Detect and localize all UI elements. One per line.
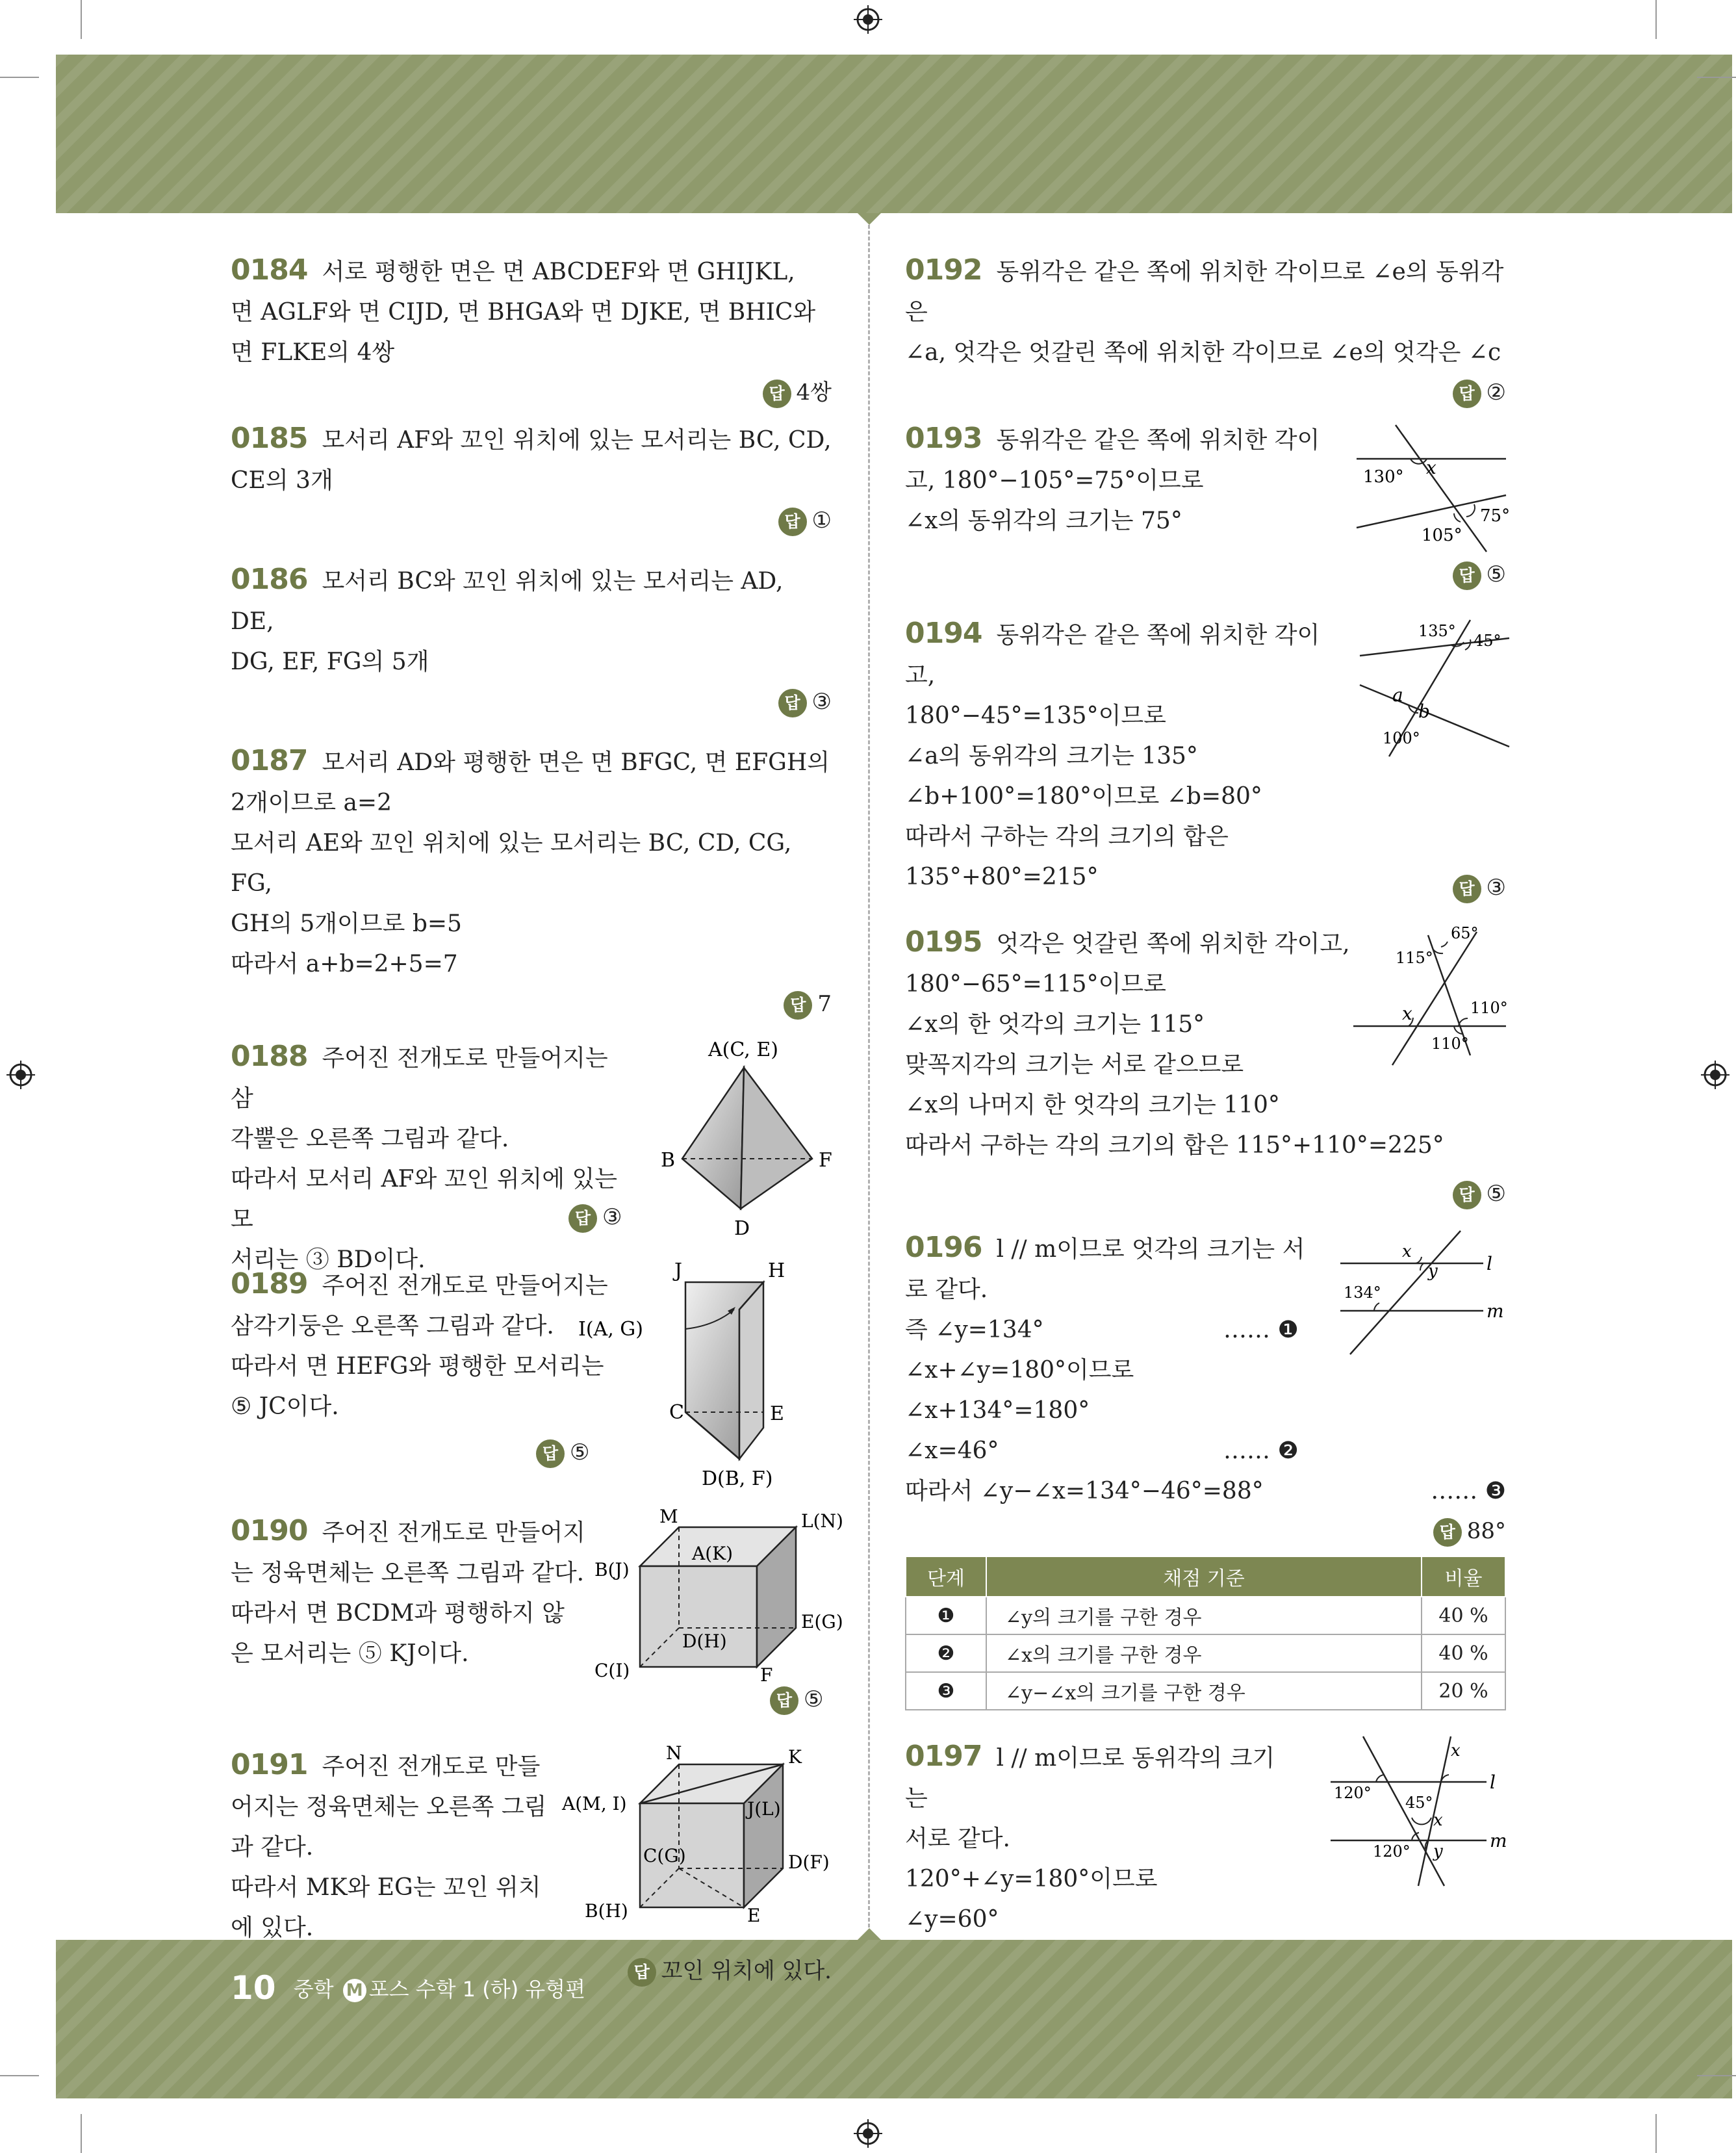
angle-label: x bbox=[1451, 1741, 1461, 1760]
problem-line: 2개이므로 a=2 bbox=[231, 790, 392, 816]
problem-line: 135°+80°=215° bbox=[905, 864, 1099, 890]
angle-label: y bbox=[1428, 1261, 1438, 1281]
problem-0186 bbox=[231, 560, 832, 721]
parallel-lines-figure bbox=[1347, 916, 1506, 1065]
table-cell: ❶ bbox=[906, 1597, 986, 1634]
vertex-label: A(K) bbox=[692, 1543, 733, 1564]
problem-0196 bbox=[905, 1228, 1506, 1551]
registration-mark-icon bbox=[6, 1061, 35, 1089]
table-cell: ∠x의 크기를 구한 경우 bbox=[986, 1634, 1422, 1672]
angle-label: 115° bbox=[1396, 949, 1433, 967]
angle-label: x bbox=[1402, 1242, 1412, 1261]
answer: 답 ③ bbox=[231, 682, 832, 721]
problem-line: 따라서 ∠y−∠x=134°−46°=88° …… ❸ bbox=[905, 1471, 1506, 1512]
table-cell: ∠y의 크기를 구한 경우 bbox=[986, 1597, 1422, 1634]
problem-line: 따라서 구하는 각의 크기의 합은 bbox=[905, 823, 1229, 850]
problem-0192 bbox=[905, 250, 1506, 412]
problem-number: 0189 bbox=[231, 1267, 308, 1300]
answer-badge: 답 bbox=[568, 1204, 597, 1233]
vertex-label: H bbox=[768, 1259, 785, 1282]
problem-line: 0185 모서리 AF와 꼬인 위치에 있는 모서리는 BC, CD, bbox=[231, 422, 832, 455]
vertex-label: B(H) bbox=[585, 1900, 628, 1922]
problem-line: 따라서 면 HEFG와 평행한 모서리는 bbox=[231, 1353, 604, 1380]
problem-number: 0193 bbox=[905, 422, 982, 455]
crop-mark bbox=[1655, 0, 1657, 39]
vertex-label: C bbox=[669, 1401, 684, 1424]
problem-number: 0190 bbox=[231, 1514, 308, 1547]
vertex-label: B bbox=[661, 1149, 676, 1172]
crop-mark bbox=[81, 2114, 82, 2153]
problem-number: 0191 bbox=[231, 1748, 308, 1781]
vertex-label: N bbox=[666, 1742, 682, 1764]
answer-badge: 답 bbox=[778, 689, 807, 717]
answer: 답 4쌍 bbox=[231, 373, 832, 412]
angle-label: 65° bbox=[1451, 924, 1479, 942]
problem-number: 0194 bbox=[905, 617, 982, 650]
problem-line: 0190 주어진 전개도로 만들어지 bbox=[231, 1514, 585, 1547]
parallel-lines-figure bbox=[1324, 1727, 1506, 1896]
column-header: 비율 bbox=[1422, 1556, 1505, 1597]
table-row bbox=[906, 1597, 1505, 1634]
scoring-table bbox=[905, 1556, 1506, 1710]
problem-line: 0196 l // m이므로 엇각의 크기는 서 bbox=[905, 1231, 1305, 1264]
problem-line: 는 정육면체는 오른쪽 그림과 같다. bbox=[231, 1560, 585, 1586]
problem-line: 180°−45°=135°이므로 bbox=[905, 703, 1166, 729]
problem-line: 0192 동위각은 같은 쪽에 위치한 각이므로 ∠e의 동위각은 bbox=[905, 253, 1504, 326]
problem-line: 0193 동위각은 같은 쪽에 위치한 각이 bbox=[905, 422, 1320, 455]
vertex-label: F bbox=[819, 1149, 832, 1172]
problem-line: 0186 모서리 BC와 꼬인 위치에 있는 모서리는 AD, DE, bbox=[231, 563, 784, 635]
answer-badge: 답 bbox=[628, 1958, 656, 1987]
vertex-label: I(A, G) bbox=[578, 1318, 643, 1341]
cube-figure bbox=[562, 1742, 830, 1933]
table-row bbox=[906, 1672, 1505, 1710]
step-marker: …… ❸ bbox=[1431, 1478, 1506, 1504]
table-cell: 20 % bbox=[1422, 1672, 1505, 1710]
problem-line: 따라서 모서리 AF와 꼬인 위치에 있는 모 bbox=[231, 1166, 618, 1233]
line-label: m bbox=[1487, 1300, 1504, 1322]
answer: 답 ③ bbox=[1453, 868, 1506, 907]
problem-0197 bbox=[905, 1736, 1507, 1933]
problem-line: 에 있다. bbox=[231, 1914, 314, 1941]
left-column bbox=[231, 250, 843, 1992]
problem-number: 0185 bbox=[231, 422, 308, 455]
problem-line: 고, 180°−105°=75°이므로 bbox=[905, 467, 1204, 494]
problem-0191 bbox=[231, 1742, 832, 1992]
line-label: m bbox=[1490, 1830, 1507, 1851]
table-header-row bbox=[906, 1556, 1505, 1597]
angle-label: y bbox=[1433, 1842, 1443, 1861]
answer-badge: 답 bbox=[536, 1439, 565, 1468]
table-cell: 40 % bbox=[1422, 1597, 1505, 1634]
crop-mark bbox=[81, 0, 82, 39]
problem-0190 bbox=[231, 1506, 843, 1732]
problem-line: ∠b+100°=180°이므로 ∠b=80° bbox=[905, 783, 1262, 810]
registration-mark-icon bbox=[854, 2119, 882, 2148]
vertex-label: E(G) bbox=[801, 1611, 843, 1632]
crop-mark bbox=[1655, 2114, 1657, 2153]
problem-line: 0195 엇각은 엇갈린 쪽에 위치한 각이고, bbox=[905, 925, 1350, 959]
vertex-label: D(F) bbox=[788, 1851, 830, 1873]
problem-0194 bbox=[905, 613, 1506, 909]
vertex-label: E bbox=[770, 1402, 784, 1425]
angle-label: 110° bbox=[1470, 999, 1508, 1017]
problem-line: 따라서 a+b=2+5=7 bbox=[231, 951, 458, 977]
vertex-label: D(H) bbox=[682, 1631, 727, 1652]
problem-line: ∠x의 한 엇각의 크기는 115° bbox=[905, 1011, 1205, 1038]
vertex-label: J bbox=[674, 1259, 683, 1282]
line-label: l bbox=[1490, 1772, 1496, 1793]
answer: 답 ⑤ bbox=[1453, 555, 1506, 594]
problem-line: ⑤ JC이다. bbox=[231, 1393, 339, 1420]
problem-line: 맞꼭지각의 크기는 서로 같으므로 bbox=[905, 1051, 1244, 1078]
triangular-pyramid-figure bbox=[659, 1037, 835, 1251]
vertex-label: F bbox=[760, 1664, 773, 1686]
angle-label: x bbox=[1402, 1003, 1412, 1024]
problem-line: 따라서 구하는 각의 크기의 합은 115°+110°=225° bbox=[905, 1132, 1444, 1159]
angle-label: 45° bbox=[1405, 1794, 1433, 1812]
problem-number: 0195 bbox=[905, 925, 982, 959]
table-cell: ❷ bbox=[906, 1634, 986, 1672]
step-marker: …… ❷ bbox=[1223, 1437, 1299, 1464]
problem-line: ∠a, 엇각은 엇갈린 쪽에 위치한 각이므로 ∠e의 엇각은 ∠c bbox=[905, 339, 1501, 366]
header-band bbox=[56, 55, 1732, 213]
page-number: 10 bbox=[231, 1969, 276, 2007]
problem-0188 bbox=[231, 1037, 832, 1273]
angle-label: 120° bbox=[1373, 1842, 1410, 1861]
problem-line: 서리는 ③ BD이다. bbox=[231, 1246, 426, 1273]
column-header: 단계 bbox=[906, 1556, 986, 1597]
problem-line: 0187 모서리 AD와 평행한 면은 면 BFGC, 면 EFGH의 bbox=[231, 744, 830, 777]
problem-number: 0197 bbox=[905, 1740, 982, 1773]
line-label: l bbox=[1487, 1253, 1492, 1274]
answer-badge: 답 bbox=[1433, 1518, 1462, 1547]
problem-line: 모서리 AE와 꼬인 위치에 있는 모서리는 BC, CD, CG, FG, bbox=[231, 830, 792, 897]
header-notch bbox=[858, 213, 881, 225]
problem-line: CE의 3개 bbox=[231, 467, 333, 494]
answer: 답 ⑤ bbox=[770, 1680, 823, 1719]
vertex-label: A(M, I) bbox=[562, 1793, 627, 1814]
table-row bbox=[906, 1634, 1505, 1672]
problem-number: 0187 bbox=[231, 744, 308, 777]
problem-line: 180°−65°=115°이므로 bbox=[905, 971, 1166, 998]
answer-badge: 답 bbox=[1453, 1181, 1481, 1209]
angle-label: x bbox=[1433, 1811, 1443, 1830]
vertex-label: D bbox=[734, 1217, 750, 1240]
problem-line: 면 FLKE의 4쌍 bbox=[231, 339, 395, 366]
problem-0184 bbox=[231, 250, 832, 412]
triangular-prism-figure bbox=[578, 1259, 832, 1498]
step-marker: …… ❶ bbox=[1223, 1317, 1299, 1343]
problem-line: ∠a의 동위각의 크기는 135° bbox=[905, 743, 1198, 769]
problem-0187 bbox=[231, 741, 832, 1024]
answer-badge: 답 bbox=[1453, 875, 1481, 903]
answer: 답 ③ bbox=[568, 1198, 622, 1237]
problem-line: ∠y=60° bbox=[905, 1906, 999, 1933]
answer: 답 ⑤ bbox=[536, 1433, 589, 1472]
footer-notch bbox=[858, 1928, 881, 1940]
problem-line: 0194 동위각은 같은 쪽에 위치한 각이고, bbox=[905, 617, 1320, 689]
book-title: 중학 M 포스 수학 1 (하) 유형편 bbox=[293, 1977, 585, 2002]
vertex-label: L(N) bbox=[801, 1510, 843, 1532]
crop-mark bbox=[1697, 2075, 1736, 2076]
problem-line: 0189 주어진 전개도로 만들어지는 bbox=[231, 1267, 608, 1300]
problem-line: 과 같다. bbox=[231, 1834, 314, 1861]
problem-line: 로 같다. bbox=[905, 1276, 988, 1303]
problem-line: 0184 서로 평행한 면은 면 ABCDEF와 면 GHIJKL, bbox=[231, 253, 795, 287]
crop-mark bbox=[0, 2075, 39, 2076]
crop-mark bbox=[0, 77, 39, 78]
vertex-label: B(J) bbox=[594, 1559, 630, 1580]
problem-line: 따라서 MK와 EG는 꼬인 위치 bbox=[231, 1874, 541, 1901]
angle-label: 110° bbox=[1431, 1035, 1469, 1053]
answer-badge: 답 bbox=[1453, 561, 1481, 590]
parallel-lines-figure bbox=[1347, 419, 1511, 555]
problem-line: 따라서 면 BCDM과 평행하지 않 bbox=[231, 1600, 565, 1627]
problem-line: DG, EF, FG의 5개 bbox=[231, 649, 429, 675]
problem-number: 0192 bbox=[905, 253, 982, 287]
vertex-label: K bbox=[788, 1746, 802, 1768]
problem-0193 bbox=[905, 419, 1511, 594]
angle-label: 75° bbox=[1480, 506, 1511, 526]
problem-line: ∠x+∠y=180°이므로 bbox=[905, 1357, 1134, 1384]
problem-line: 삼각기둥은 오른쪽 그림과 같다. bbox=[231, 1313, 554, 1339]
problem-line: GH의 5개이므로 b=5 bbox=[231, 910, 462, 937]
angle-label: 105° bbox=[1422, 526, 1462, 545]
answer-badge: 답 bbox=[778, 508, 807, 536]
answer-badge: 답 bbox=[1453, 380, 1481, 408]
parallel-lines-figure bbox=[1353, 613, 1509, 776]
vertex-label: J(L) bbox=[747, 1798, 781, 1820]
angle-label: 134° bbox=[1344, 1283, 1381, 1302]
answer-badge: 답 bbox=[763, 380, 791, 408]
problem-line: 어지는 정육면체는 오른쪽 그림 bbox=[231, 1794, 547, 1820]
angle-label: 120° bbox=[1334, 1784, 1372, 1802]
vertex-label: E bbox=[747, 1905, 761, 1926]
problem-0195 bbox=[905, 922, 1506, 1215]
answer: 답 ② bbox=[905, 373, 1506, 412]
problem-line: 서로 같다. bbox=[905, 1825, 1010, 1852]
angle-label: 100° bbox=[1383, 729, 1420, 747]
table-cell: 40 % bbox=[1422, 1634, 1505, 1672]
answer-badge: 답 bbox=[784, 991, 812, 1020]
answer: 답 ⑤ bbox=[1453, 1174, 1506, 1213]
answer: 답 ① bbox=[231, 501, 832, 540]
answer-badge: 답 bbox=[770, 1686, 798, 1715]
problem-line: ∠x의 나머지 한 엇각의 크기는 110° bbox=[905, 1092, 1280, 1118]
table-cell: ❸ bbox=[906, 1672, 986, 1710]
problem-line: 즉 ∠y=134° …… ❶ bbox=[905, 1310, 1506, 1350]
table-cell: ∠y−∠x의 크기를 구한 경우 bbox=[986, 1672, 1422, 1710]
problem-line: 0191 주어진 전개도로 만들 bbox=[231, 1748, 541, 1781]
problem-line: ∠x+134°=180° bbox=[905, 1397, 1090, 1424]
problem-number: 0188 bbox=[231, 1040, 308, 1073]
problem-number: 0184 bbox=[231, 253, 308, 287]
column-header: 채점 기준 bbox=[986, 1556, 1422, 1597]
vertex-label: C(I) bbox=[594, 1660, 630, 1681]
vertex-label: D(B, F) bbox=[702, 1467, 773, 1490]
problem-0185 bbox=[231, 419, 832, 540]
angle-label: 130° bbox=[1363, 467, 1404, 487]
problem-line: 은 모서리는 ⑤ KJ이다. bbox=[231, 1640, 469, 1667]
angle-label: b bbox=[1418, 701, 1430, 722]
angle-label: x bbox=[1426, 457, 1436, 478]
answer: 답 88° bbox=[905, 1512, 1506, 1551]
right-column bbox=[905, 250, 1511, 1933]
problem-line: ∠x=46° …… ❷ bbox=[905, 1431, 1506, 1471]
parallel-lines-figure bbox=[1327, 1228, 1506, 1358]
vertex-label: A(C, E) bbox=[708, 1038, 778, 1061]
answer: 답 7 bbox=[231, 985, 832, 1024]
angle-label: 45° bbox=[1474, 632, 1501, 650]
registration-mark-icon bbox=[854, 5, 882, 34]
problem-line: ∠x의 동위각의 크기는 75° bbox=[905, 508, 1182, 534]
column-divider bbox=[868, 225, 870, 1927]
answer: 답 꼬인 위치에 있다. bbox=[628, 1952, 832, 1991]
angle-label: a bbox=[1392, 684, 1403, 706]
crop-mark bbox=[1697, 77, 1736, 78]
page-footer bbox=[231, 1969, 585, 2007]
problem-line: 면 AGLF와 면 CIJD, 면 BHGA와 면 DJKE, 면 BHIC와 bbox=[231, 299, 816, 326]
problem-line: 각뿔은 오른쪽 그림과 같다. bbox=[231, 1126, 509, 1152]
problem-number: 0186 bbox=[231, 563, 308, 596]
angle-label: 135° bbox=[1418, 622, 1456, 640]
cube-figure bbox=[594, 1506, 843, 1686]
vertex-label: M bbox=[659, 1506, 678, 1527]
problem-number: 0196 bbox=[905, 1231, 982, 1264]
registration-mark-icon bbox=[1701, 1061, 1730, 1089]
problem-line: 0188 주어진 전개도로 만들어지는 삼 bbox=[231, 1040, 608, 1112]
book-logo-icon: M bbox=[343, 1979, 366, 2002]
problem-line: 0197 l // m이므로 동위각의 크기는 bbox=[905, 1740, 1275, 1812]
vertex-label: C(G) bbox=[643, 1845, 686, 1866]
problem-line: 120°+∠y=180°이므로 bbox=[905, 1866, 1158, 1892]
